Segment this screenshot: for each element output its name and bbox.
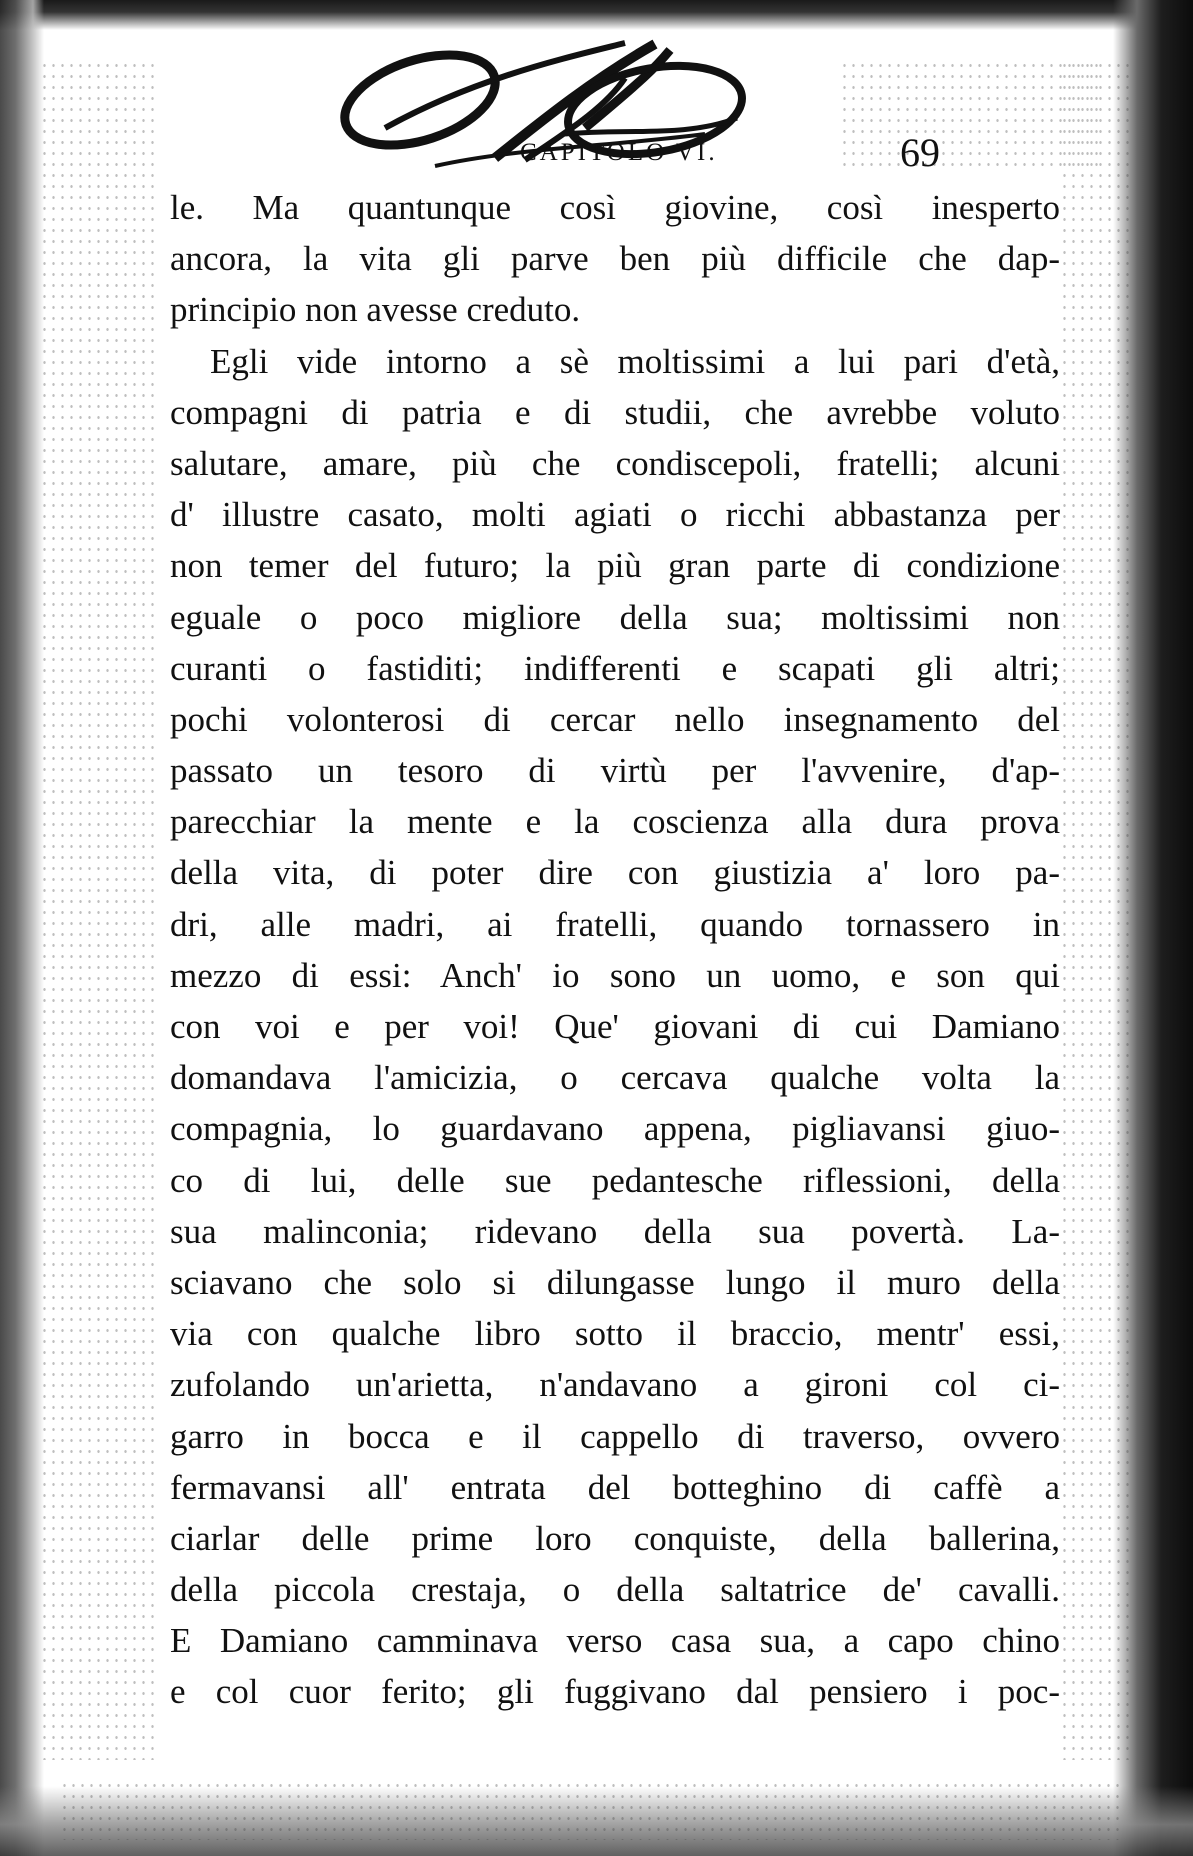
text-line: E Damiano camminava verso casa sua, a capo chino [170, 1621, 1060, 1661]
text-line: eguale o poco migliore della sua; moltissimi non [170, 597, 1060, 637]
page-number: 69 [900, 130, 940, 175]
text-line: garro in bocca e il cappello di traverso, ovvero [170, 1416, 1060, 1456]
text-line: d' illustre casato, molti agiati o ricchi abbastanza per [170, 495, 1060, 535]
text-line: domandava l'amicizia, o cercava qualche volta la [170, 1058, 1060, 1098]
text-line: ciarlar delle prime loro conquiste, della ballerina, [170, 1518, 1060, 1558]
text-line: zufolando un'arietta, n'andavano a gironi col ci- [170, 1365, 1060, 1405]
text-line: dri, alle madri, ai fratelli, quando tornassero in [170, 904, 1060, 944]
text-line: salutare, amare, più che condiscepoli, fratelli; alcuni [170, 443, 1060, 483]
text-line: della vita, di poter dire con giustizia a' loro pa- [170, 853, 1060, 893]
text-line: Egli vide intorno a sè moltissimi a lui pari d'età, [210, 341, 1060, 381]
left-edge-shadow [0, 0, 44, 1856]
text-line: non temer del futuro; la più gran parte di condizione [170, 546, 1060, 586]
right-margin-speckle [1060, 60, 1130, 1760]
text-line: e col cuor ferito; gli fuggivano dal pensiero i poc- [170, 1672, 1060, 1712]
text-line: fermavansi all' entrata del botteghino di caffè a [170, 1467, 1060, 1507]
text-line: curanti o fastiditi; indifferenti e scapati gli altri; [170, 648, 1060, 688]
page-header [520, 130, 940, 183]
text-line: co di lui, delle sue pedantesche riflessioni, della [170, 1160, 1060, 1200]
text-line: mezzo di essi: Anch' io sono un uomo, e son qui [170, 955, 1060, 995]
text-line: compagni di patria e di studii, che avrebbe voluto [170, 392, 1060, 432]
text-line: pochi volonterosi di cercar nello insegnamento del [170, 699, 1060, 739]
text-line: le. Ma quantunque così giovine, così inesperto [170, 188, 1060, 227]
text-line: passato un tesoro di virtù per l'avvenire, d'ap- [170, 751, 1060, 791]
text-line: compagnia, lo guardavano appena, pigliavansi giuo- [170, 1109, 1060, 1149]
body-text [170, 182, 1060, 1718]
text-line: sua malinconia; ridevano della sua povertà. La- [170, 1211, 1060, 1251]
text-line: con voi e per voi! Que' giovani di cui Damiano [170, 1007, 1060, 1046]
text-line: ancora, la vita gli parve ben più difficile che dap- [170, 239, 1060, 279]
text-line: parecchiar la mente e la coscienza alla dura prova [170, 802, 1060, 842]
bottom-margin-speckle [60, 1780, 1120, 1840]
text-line: della piccola crestaja, o della saltatrice de' cavalli. [170, 1570, 1060, 1610]
top-edge-shadow [0, 0, 1193, 30]
text-line: principio non avesse creduto. [170, 290, 581, 330]
left-margin-speckle [40, 60, 160, 1760]
text-line: via con qualche libro sotto il braccio, mentr' essi, [170, 1314, 1060, 1354]
text-line: sciavano che solo si dilungasse lungo il muro della [170, 1262, 1060, 1302]
running-head: CAPITOLO VI. [520, 139, 718, 166]
